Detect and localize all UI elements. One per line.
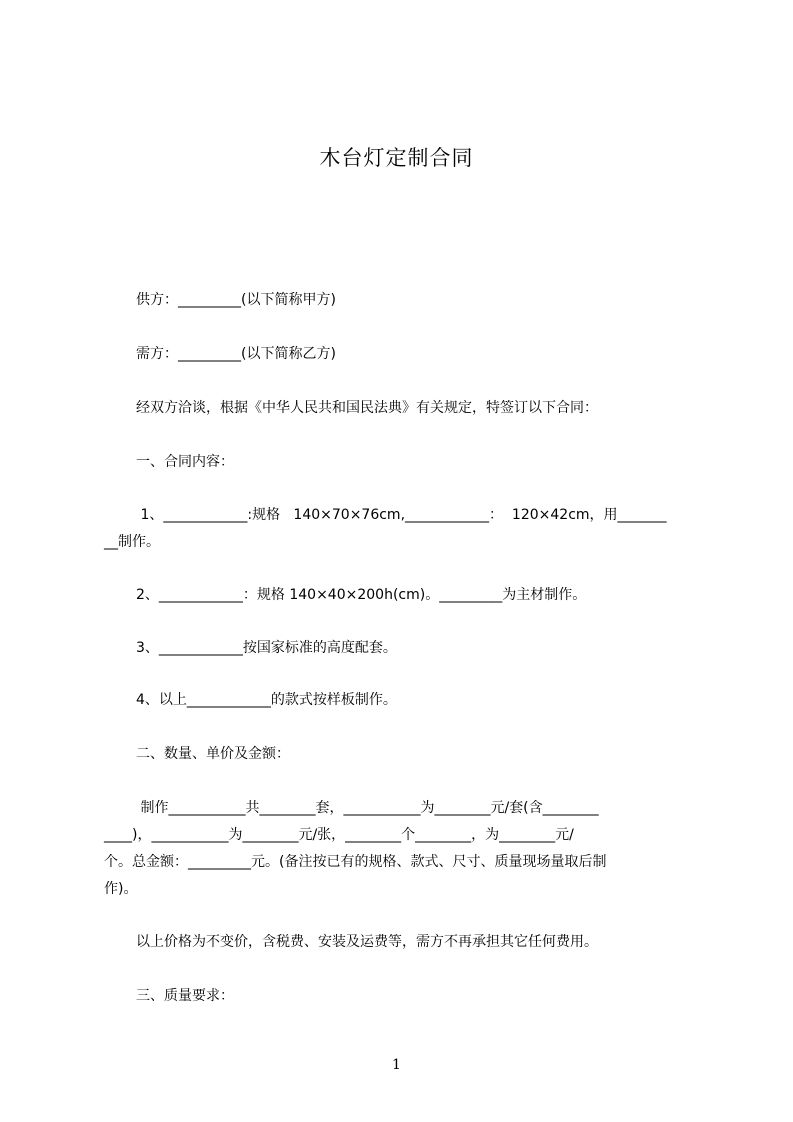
- page-number: 1: [392, 1057, 401, 1073]
- document-title: 木台灯定制合同: [319, 146, 474, 170]
- section-1-item-1-line-1: 1、____________:规格 140×70×76cm,____________： 120×42cm，用_______: [136, 507, 667, 523]
- section-1-item-4: 4、以上____________的款式按样板制作。: [136, 692, 397, 708]
- section-2-paragraph-line-2: ____)，___________为________元/张，________个________，为________元/: [104, 827, 574, 843]
- section-2-paragraph-line-4: 作)。: [104, 881, 138, 897]
- section-3-heading: 三、质量要求：: [136, 988, 234, 1004]
- section-1-item-1-line-2: __制作。: [104, 534, 160, 550]
- supplier-line: 供方：_________(以下简称甲方): [136, 292, 336, 308]
- section-1-item-3: 3、____________按国家标准的高度配套。: [136, 640, 397, 656]
- section-2-price-note: 以上价格为不变价，含税费、安装及运费等，需方不再承担其它任何费用。: [136, 934, 598, 950]
- buyer-line: 需方：_________(以下简称乙方): [136, 346, 336, 362]
- section-2-paragraph-line-3: 个。总金额：_________元。(备注按已有的规格、款式、尺寸、质量现场量取后制: [104, 854, 607, 870]
- section-1-item-2: 2、____________：规格 140×40×200h(cm)。_________为主材制作。: [136, 587, 587, 603]
- intro-paragraph: 经双方洽谈，根据《中华人民共和国民法典》有关规定，特签订以下合同：: [136, 400, 598, 416]
- section-1-heading: 一、合同内容：: [136, 454, 234, 470]
- section-2-paragraph-line-1: 制作___________共________套，___________为________元/套(含________: [136, 800, 599, 816]
- section-2-heading: 二、数量、单价及金额：: [136, 746, 290, 762]
